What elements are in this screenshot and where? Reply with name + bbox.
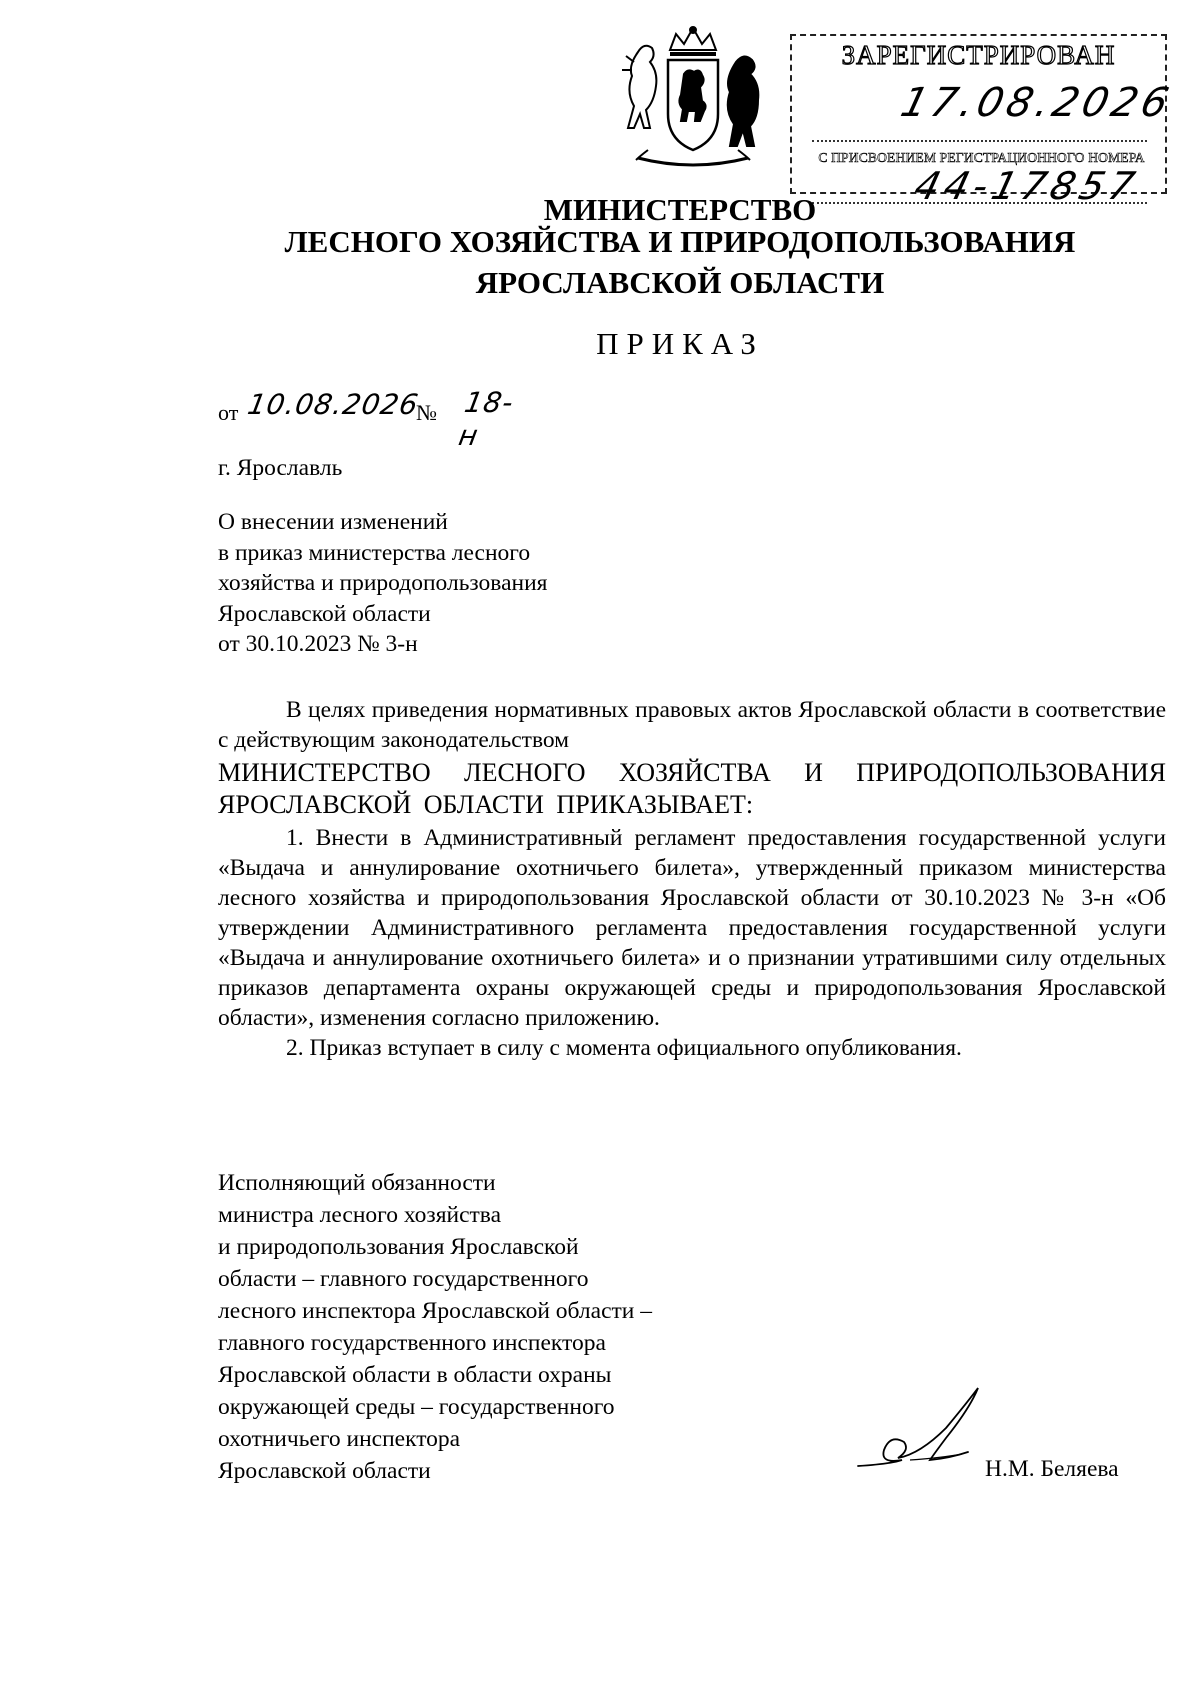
stamp-divider [812, 140, 1147, 142]
number-label: № [416, 400, 437, 425]
stamp-title: ЗАРЕГИСТРИРОВАН [841, 40, 1116, 70]
from-label: от [218, 400, 239, 425]
signer-position-line: главного государственного инспектора [218, 1330, 606, 1356]
subject-line: в приказ министерства лесного [218, 539, 531, 566]
order-subject [218, 507, 718, 660]
subject-line: хозяйства и природопользования [218, 570, 548, 596]
order-body [218, 695, 1166, 1063]
directive-paragraph: МИНИСТЕРСТВО ЛЕСНОГО ХОЗЯЙСТВА И ПРИРОДОПОЛЬЗОВАНИЯ ЯРОСЛАВСКОЙ ОБЛАСТИ ПРИКАЗЫВАЕТ: [218, 758, 1166, 819]
document-type-title: ПРИКАЗ [596, 326, 764, 361]
signer-position-line: Исполняющий обязанности [218, 1170, 496, 1196]
ministry-name-line2: ЛЕСНОГО ХОЗЯЙСТВА И ПРИРОДОПОЛЬЗОВАНИЯ [284, 224, 1076, 259]
signer-name: Н.М. Беляева [985, 1456, 1119, 1482]
order-date: 10.08.2026 [245, 388, 422, 421]
signer-position-line: Ярославской области в области охраны [218, 1362, 612, 1388]
signer-position-line: министра лесного хозяйства [218, 1202, 502, 1228]
subject-line: О внесении изменений [218, 509, 448, 535]
stamp-subtitle: С ПРИСВОЕНИЕМ РЕГИСТРАЦИОННОГО НОМЕРА [818, 150, 1145, 165]
order-number: 18-н [456, 386, 517, 452]
signer-position-line: и природопользования Ярославской [218, 1234, 579, 1260]
registration-stamp [790, 34, 1177, 208]
preamble-paragraph: В целях приведения нормативных правовых актов Ярославской области в соответствие с действующим законодательством [218, 697, 1166, 753]
ministry-name-line3: ЯРОСЛАВСКОЙ ОБЛАСТИ [475, 265, 885, 300]
stamp-registration-number: 44-17857 [910, 164, 1144, 208]
stamp-date: 17.08.2026 [896, 80, 1177, 126]
item-2-paragraph: 2. Приказ вступает в силу с момента официального опубликования. [286, 1035, 962, 1061]
ministry-name-line1: МИНИСТЕРСТВО [543, 192, 817, 227]
coat-of-arms-icon [618, 22, 768, 172]
signer-position-line: Ярославской области [218, 1458, 431, 1484]
signer-position-line: окружающей среды – государственного [218, 1394, 615, 1420]
subject-line: Ярославской области [218, 600, 431, 627]
signer-position [218, 1168, 778, 1488]
city: г. Ярославль [218, 455, 343, 481]
signer-position-line: лесного инспектора Ярославской области – [218, 1298, 652, 1324]
signer-position-line: области – главного государственного [218, 1266, 589, 1292]
signature-icon [850, 1368, 1000, 1478]
item-1-paragraph: 1. Внести в Административный регламент предоставления государственной услуги «Выдача и аннулирование охотничьего билета», утвержденный приказом министерства лесного хозяйства и природопользования Ярославской области от 30.10.2023 № 3-н «Об утверждении Административного регламента предоставления государственной услуги «Выдача и аннулирование охотничьего билета» и о признании утратившими силу отдельных приказов департамента охраны окружающей среды и природопользования Ярославской области», изменения согласно приложению. [218, 825, 1166, 1031]
signer-position-line: охотничьего инспектора [218, 1426, 461, 1452]
subject-line: от 30.10.2023 № 3-н [218, 631, 418, 657]
